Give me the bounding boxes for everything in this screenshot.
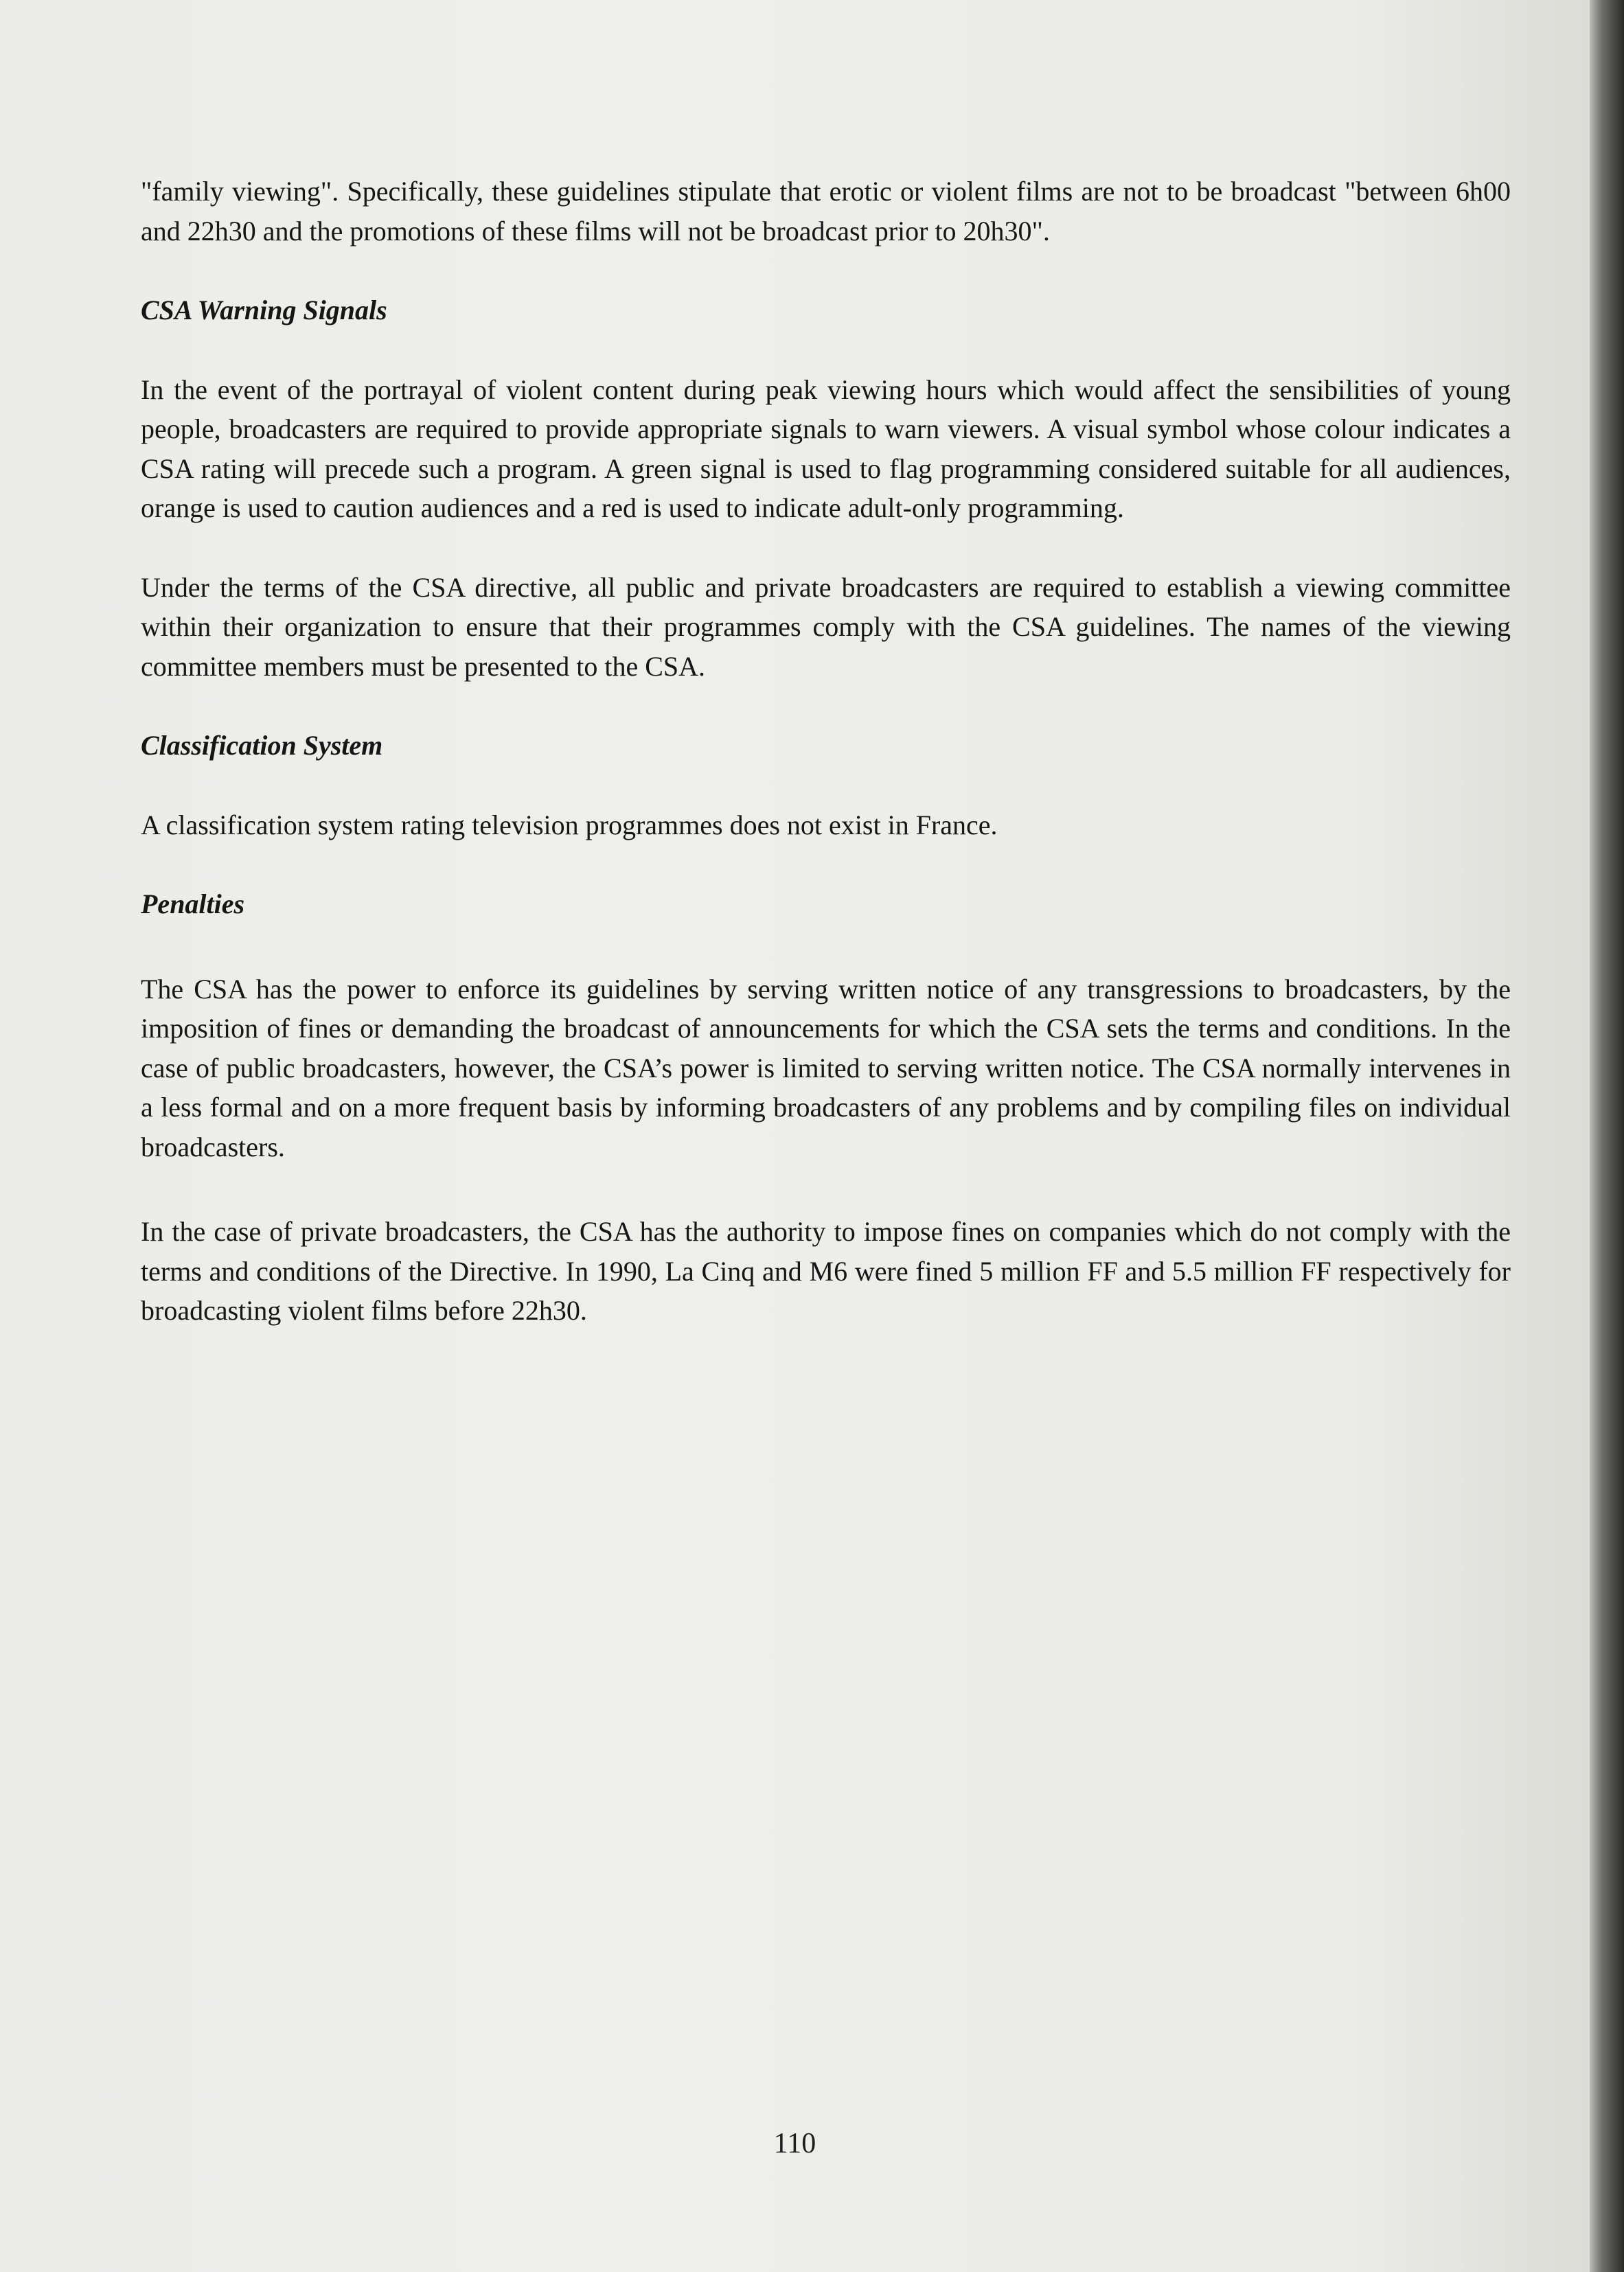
heading-classification-system: Classification System bbox=[141, 730, 383, 761]
spacer bbox=[141, 330, 1511, 370]
paragraph-family-viewing: "family viewing". Specifically, these guidelines stipulate that erotic or violent films are not to be broadcast "between 6h00 and 22h30 and the promotions of these films will not be broadcast prior to 20h30". bbox=[141, 176, 1511, 246]
book-binding-edge bbox=[1590, 0, 1624, 2272]
spacer bbox=[141, 528, 1511, 568]
spacer bbox=[141, 251, 1511, 290]
paragraph-classification: A classification system rating television programmes does not exist in France. bbox=[141, 809, 998, 840]
paragraph-csa-power: The CSA has the power to enforce its guidelines by serving written notice of any transgressions to broadcasters, by the imposition of fines or demanding the broadcast of announcements for which the CSA sets the terms and conditions. In the case of public broadcasters, however, the CSA’s power is limited to serving written notice. The CSA normally intervenes in a less formal and on a more frequent basis by informing broadcasters of any problems and by compiling files on individual broadcasters. bbox=[141, 973, 1511, 1162]
spacer bbox=[141, 766, 1511, 805]
paragraph-private-broadcasters: In the case of private broadcasters, the CSA has the authority to impose fines on companies which do not comply with the terms and conditions of the Directive. In 1990, La Cinq and M6 were fined 5 million FF and 5.5 million FF respectively for broadcasting violent films before 22h30. bbox=[141, 1216, 1511, 1326]
page-number: 110 bbox=[773, 2128, 816, 2159]
paragraph-viewing-committee: Under the terms of the CSA directive, all public and private broadcasters are required to establish a viewing committee within their organization to ensure that their programmes comply with the CSA guidelines. The names of the viewing committee members must be presented to the CSA. bbox=[141, 571, 1511, 682]
spacer bbox=[141, 1167, 1511, 1212]
spacer bbox=[141, 686, 1511, 726]
heading-penalties: Penalties bbox=[141, 888, 245, 919]
spacer bbox=[141, 845, 1511, 884]
body-text bbox=[141, 172, 1511, 1331]
paragraph-warning-signals: In the event of the portrayal of violent content during peak viewing hours which would affect the sensibilities of young people, broadcasters are required to provide appropriate signals to warn viewers. A visual symbol whose colour indicates a CSA rating will precede such a program. A green signal is used to flag programming considered suitable for all audiences, orange is used to caution audiences and a red is used to indicate adult-only programming. bbox=[141, 374, 1511, 523]
heading-warning-signals: CSA Warning Signals bbox=[141, 295, 387, 325]
spacer bbox=[141, 924, 1511, 969]
